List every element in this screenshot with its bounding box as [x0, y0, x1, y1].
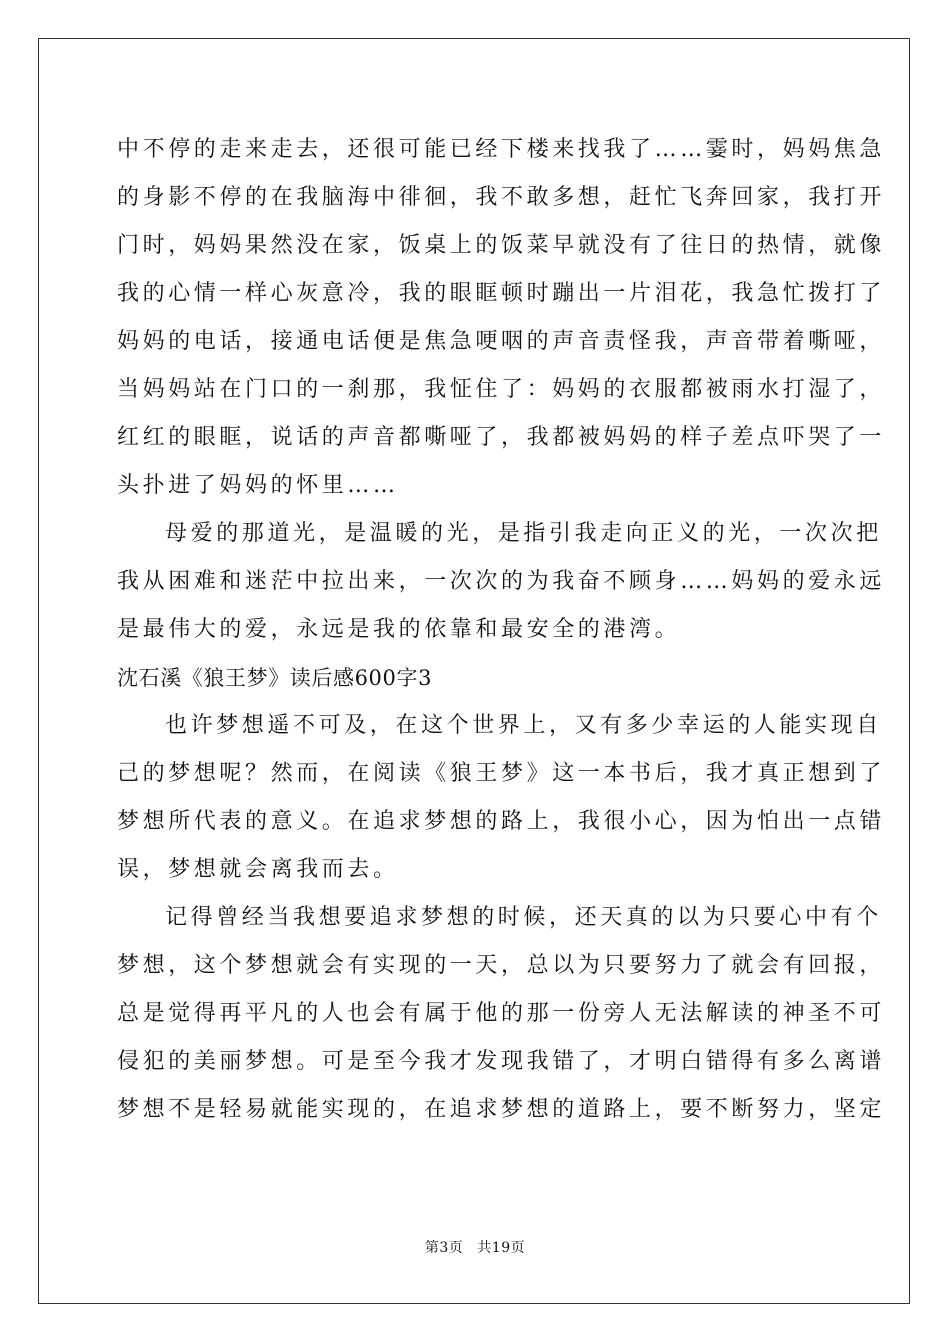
- text-line: 也许梦想遥不可及，在这个世界上，又有多少幸运的人能实现自: [165, 713, 882, 738]
- text-line: 母爱的那道光，是温暖的光，是指引我走向正义的光，一次次把: [165, 521, 882, 546]
- page-number: 第3页: [424, 1240, 464, 1256]
- text-line: 总是觉得再平凡的人也会有属于他的那一份旁人无法解读的神圣不可: [117, 1001, 886, 1026]
- text-line: 的身影不停的在我脑海中徘徊，我不敢多想，赶忙飞奔回家，我打开: [117, 185, 886, 210]
- section-heading: 沈石溪《狼王梦》读后感600字3: [117, 666, 433, 690]
- text-line: 梦想，这个梦想就会有实现的一天，总以为只要努力了就会有回报，: [117, 953, 886, 978]
- text-line: 记得曾经当我想要追求梦想的时候，还天真的以为只要心中有个: [165, 905, 882, 930]
- text-line: 我的心情一样心灰意冷，我的眼眶顿时蹦出一片泪花，我急忙拨打了: [117, 281, 886, 306]
- text-line: 当妈妈站在门口的一刹那，我怔住了：妈妈的衣服都被雨水打湿了，: [117, 377, 886, 402]
- text-line: 中不停的走来走去，还很可能已经下楼来找我了……霎时，妈妈焦急: [117, 137, 886, 162]
- text-line: 己的梦想呢？然而，在阅读《狼王梦》这一本书后，我才真正想到了: [117, 761, 886, 786]
- page-total: 共19页: [477, 1240, 526, 1256]
- text-line: 门时，妈妈果然没在家，饭桌上的饭菜早就没有了往日的热情，就像: [117, 233, 886, 258]
- text-line: 梦想所代表的意义。在追求梦想的路上，我很小心，因为怕出一点错: [117, 809, 886, 834]
- body-text: [117, 126, 886, 1134]
- text-line: 侵犯的美丽梦想。可是至今我才发现我错了，才明白错得有多么离谱: [117, 1049, 886, 1074]
- text-line: 我从困难和迷茫中拉出来，一次次的为我奋不顾身……妈妈的爱永远: [117, 569, 886, 594]
- text-line: 梦想不是轻易就能实现的，在追求梦想的道路上，要不断努力，坚定: [117, 1097, 886, 1122]
- text-line: 头扑进了妈妈的怀里……: [117, 473, 399, 498]
- text-line: 妈妈的电话，接通电话便是焦急哽咽的声音责怪我，声音带着嘶哑，: [117, 329, 886, 354]
- text-line: 红红的眼眶，说话的声音都嘶哑了，我都被妈妈的样子差点吓哭了一: [117, 425, 886, 450]
- page-footer: [0, 1237, 950, 1257]
- text-line: 误，梦想就会离我而去。: [117, 857, 399, 882]
- text-line: 是最伟大的爱，永远是我的依靠和最安全的港湾。: [117, 617, 681, 642]
